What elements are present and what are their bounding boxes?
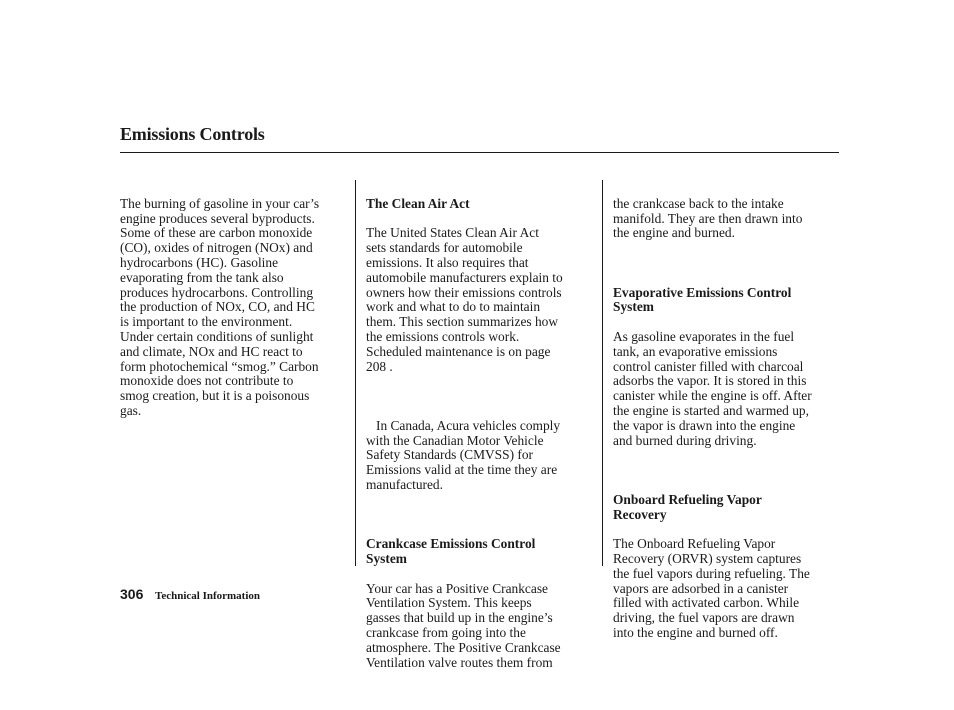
column-divider-1 <box>355 180 356 566</box>
page-number: 306 <box>120 586 144 602</box>
canada-paragraph: In Canada, Acura vehicles comply with the Canadian Motor Vehicle Safety Standards (CMVSS) for Emissions valid at the time they are manufactured. <box>366 417 561 492</box>
column-divider-2 <box>602 180 603 566</box>
page-title: Emissions Controls <box>120 124 265 144</box>
crankcase-heading: Crankcase Emissions Control System <box>366 536 536 566</box>
clean-air-act-heading: The Clean Air Act <box>366 195 470 211</box>
section-label: Technical Information <box>155 590 261 602</box>
orvr-heading: Onboard Refueling Vapor Recovery <box>613 491 762 522</box>
column-evaporative <box>613 182 843 656</box>
crankcase-continued-paragraph: the crankcase back to the intake manifold. They are then drawn into the engine and burned. <box>613 195 803 241</box>
intro-paragraph: The burning of gasoline in your car’s engine produces several byproducts. Some of these are carbon monoxide (CO), oxides of nitrogen (NOx) and hydrocarbons (HC). Gasoline evaporating from the tank also produces hydrocarbons. Controlling the production of NOx, CO, and HC is important to the environment. Under certain conditions of sunlight and climate, NOx and HC react to form photochemical “smog.” Carbon monoxide does not contribute to smog creation, but it is a poisonous gas. <box>120 195 320 418</box>
title-rule <box>120 152 839 153</box>
clean-air-act-paragraph: The United States Clean Air Act sets standards for automobile emissions. It also requires that automobile manufacturers explain to owners how their emissions controls work and what to do to maintain them. This section summarizes how the emissions controls work. Scheduled maintenance is on page 208 . <box>366 225 563 374</box>
orvr-paragraph: The Onboard Refueling Vapor Recovery (ORVR) system captures the fuel vapors during refueling. The vapors are adsorbed in a canister filled with activated carbon. While driving, the fuel vapors are drawn into the engine and burned off. <box>613 536 810 640</box>
crankcase-paragraph: Your car has a Positive Crankcase Ventilation System. This keeps gasses that build up in the engine’s crankcase from going into the atmosphere. The Positive Crankcase Ventilation valve routes them from <box>366 580 561 670</box>
evaporative-heading: Evaporative Emissions Control System <box>613 284 792 315</box>
column-intro <box>120 182 348 434</box>
column-clean-air-act <box>366 182 596 685</box>
evaporative-paragraph: As gasoline evaporates in the fuel tank, an evaporative emissions control canister filled with charcoal adsorbs the vapor. It is stored in this canister while the engine is off. After the engine is started and warmed up, the vapor is drawn into the engine and burned during driving. <box>613 328 812 448</box>
